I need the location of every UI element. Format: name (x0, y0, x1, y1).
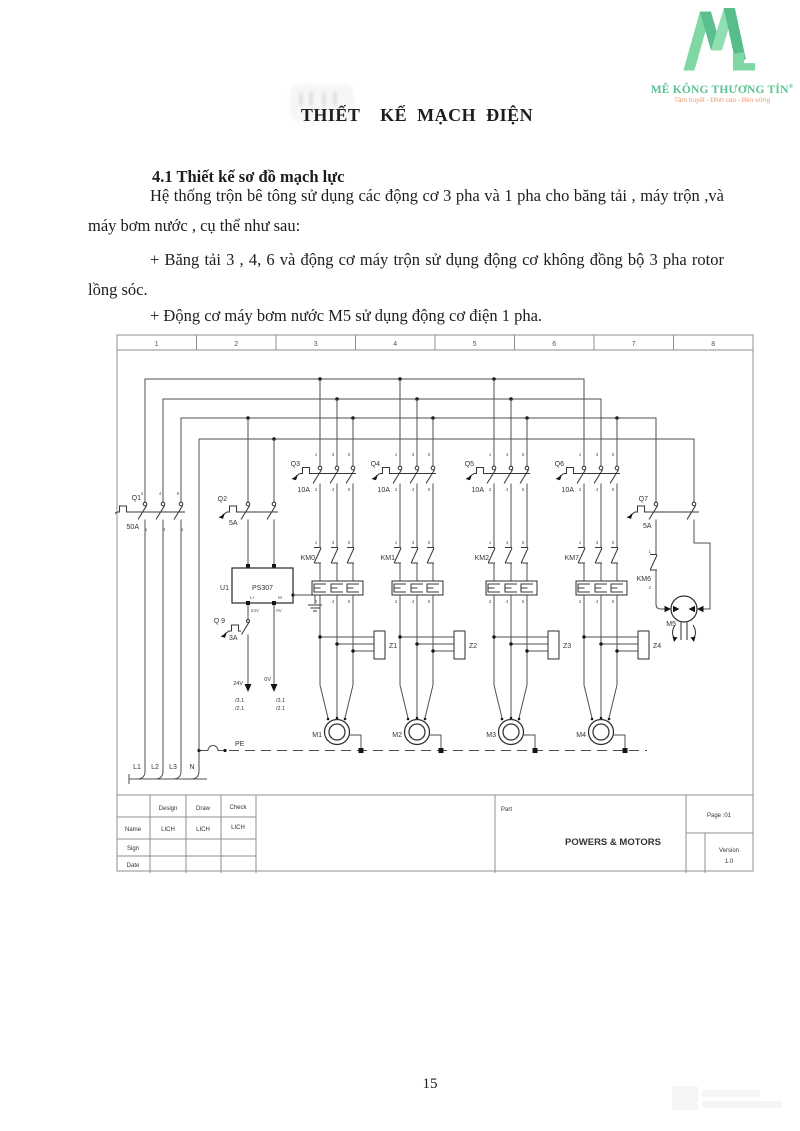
q5-rating: 10A (471, 487, 484, 494)
q3-rating: 10A (297, 487, 310, 494)
tb-date-label: Date (126, 863, 140, 869)
q1-label: Q1 (131, 495, 141, 502)
logo-text (646, 84, 798, 96)
pe-label: PE (235, 741, 245, 748)
q5-label: Q5 (464, 461, 474, 468)
logo-mark-icon (676, 5, 768, 79)
ref-0v-b: /2.1 (276, 706, 286, 712)
tb-part-title: POWERS & MOTORS (565, 837, 661, 848)
title-block (117, 795, 753, 873)
q3-label: Q3 (290, 461, 300, 468)
km7-label: KM7 (564, 555, 579, 562)
watermark (672, 1082, 790, 1116)
tb-name-check: LICH (231, 825, 245, 831)
km2-terminals-top: 135 (488, 540, 525, 545)
q4-label: Q4 (370, 461, 380, 468)
q2-label: Q2 (217, 496, 227, 503)
circuit-diagram (115, 333, 755, 873)
page-title: THIẾT KẾ MẠCH ĐIỆN (300, 105, 534, 126)
q1-terminals-bottom: 135 (144, 527, 184, 532)
q3-terminals-top: 135 (314, 452, 351, 457)
q9-rating: 3A (229, 635, 238, 642)
m4-label: M4 (576, 732, 586, 739)
m2-label: M2 (392, 732, 402, 739)
km1-label: KM1 (380, 555, 395, 562)
m3-label: M3 (486, 732, 496, 739)
page-number: 15 (422, 1076, 438, 1092)
q6-rating: 10A (561, 487, 574, 494)
psu-branch (214, 418, 322, 712)
out-0v-label: 0V (264, 677, 271, 683)
psu-minus-terminal: M (278, 595, 282, 600)
tb-sign-label: Sign (126, 846, 140, 852)
km6-terminal-top: 1 (648, 549, 651, 554)
q2-rating: 5A (229, 520, 238, 527)
q1-rating: 50A (126, 524, 139, 531)
company-logo (646, 5, 798, 104)
tb-check-header: Check (229, 805, 247, 811)
out-24v-label: 24V (233, 681, 243, 687)
tb-name-label: Name (124, 827, 142, 833)
q6-label: Q6 (554, 461, 564, 468)
m1-label: M1 (312, 732, 322, 739)
tb-page: Page :01 (706, 813, 732, 819)
ruler-col-4: 4 (393, 341, 398, 348)
q9-label: Q 9 (213, 618, 225, 625)
tb-version-label: Version (718, 848, 740, 854)
psu-ref-label: U1 (220, 585, 229, 592)
z3-label: Z3 (563, 643, 572, 650)
km6-terminal-bottom: 2 (648, 585, 651, 590)
motor-branch-1 (291, 379, 398, 753)
registered-mark: ® (788, 84, 794, 91)
paragraph-intro: Hệ thống trộn bê tông sử dụng các động cơ 3 pha và 1 pha cho băng tải , máy trộn ,và máy bơm nước , cụ thể như sau: (88, 186, 724, 235)
z4-label: Z4 (653, 643, 662, 650)
km2-label: KM2 (474, 555, 489, 562)
z2-label: Z2 (469, 643, 478, 650)
ol3-terminals-bottom: 246 (488, 599, 525, 604)
z1-label: Z1 (389, 643, 398, 650)
psu-0v-label: 0V (276, 608, 282, 613)
tb-version-value: 1.0 (724, 859, 734, 865)
paragraph-item-1: + Băng tải 3 , 4, 6 và động cơ máy trộn sử dụng động cơ không đồng bộ 3 pha rotor lồng sóc. (88, 250, 724, 299)
q5-terminals-bottom: 246 (488, 487, 525, 492)
q7-label: Q7 (638, 496, 648, 503)
q6-terminals-bottom: 246 (578, 487, 615, 492)
motor-branch-3 (465, 379, 572, 753)
ol2-terminals-bottom: 246 (394, 599, 431, 604)
q6-terminals-top: 135 (578, 452, 615, 457)
phase-n-label: N (189, 764, 195, 771)
km1-terminals-top: 135 (394, 540, 431, 545)
motor-branch-2 (371, 379, 478, 753)
ruler-col-2: 2 (234, 341, 239, 348)
tb-name-design: LICH (161, 827, 175, 833)
ruler-col-8: 8 (711, 341, 716, 348)
ruler-col-1: 1 (154, 341, 159, 348)
paragraph-item-2: + Động cơ máy bơm nước M5 sử dụng động cơ điện 1 pha. (150, 306, 543, 325)
ol1-terminals-bottom: 246 (314, 599, 351, 604)
pe-earth-line (197, 741, 647, 752)
psu-plus-terminal: L+ (250, 595, 256, 600)
motor-branch-4 (555, 418, 662, 753)
km0-terminals-top: 135 (314, 540, 351, 545)
section-heading: 4.1 Thiết kế sơ đồ mạch lực (152, 166, 345, 186)
km0-label: KM0 (300, 555, 315, 562)
q4-rating: 10A (377, 487, 390, 494)
km7-terminals-top: 135 (578, 540, 615, 545)
km6-label: KM6 (636, 576, 651, 583)
phase-l2-label: L2 (151, 764, 159, 771)
bus-lines (145, 377, 694, 502)
m5-label: M5 (666, 621, 676, 628)
pump-branch (627, 496, 711, 642)
tb-design-header: Design (158, 806, 178, 812)
psu-model-label: PS307 (251, 585, 274, 592)
q3-terminals-bottom: 246 (314, 487, 351, 492)
q4-terminals-top: 135 (394, 452, 431, 457)
drawing-frame (117, 335, 753, 871)
phase-l1-label: L1 (133, 764, 141, 771)
q7-rating: 5A (643, 523, 652, 530)
ruler-col-6: 6 (552, 341, 557, 348)
phase-l3-label: L3 (169, 764, 177, 771)
ref-0v-a: /3.1 (276, 698, 286, 704)
logo-name-text: MÊ KÔNG THƯƠNG TÍN (650, 84, 789, 96)
tb-part-label: Part (501, 807, 513, 813)
ref-24v-a: /3.1 (235, 698, 245, 704)
q1-terminals-top: 246 (140, 491, 180, 496)
q5-terminals-top: 135 (488, 452, 525, 457)
ruler-col-3: 3 (313, 341, 318, 348)
tb-draw-header: Draw (195, 806, 211, 812)
incomer-breaker-q1 (115, 439, 207, 784)
q4-terminals-bottom: 246 (394, 487, 431, 492)
ruler-col-5: 5 (472, 341, 477, 348)
ref-24v-b: /2.1 (235, 706, 245, 712)
logo-tagline: Tâm huyết - Đỉnh cao - Bền vững (673, 97, 771, 104)
psu-24v-label: 24V (250, 608, 260, 613)
ruler-col-7: 7 (631, 341, 636, 348)
tb-name-draw: LICH (196, 827, 210, 833)
ol4-terminals-bottom: 246 (578, 599, 615, 604)
